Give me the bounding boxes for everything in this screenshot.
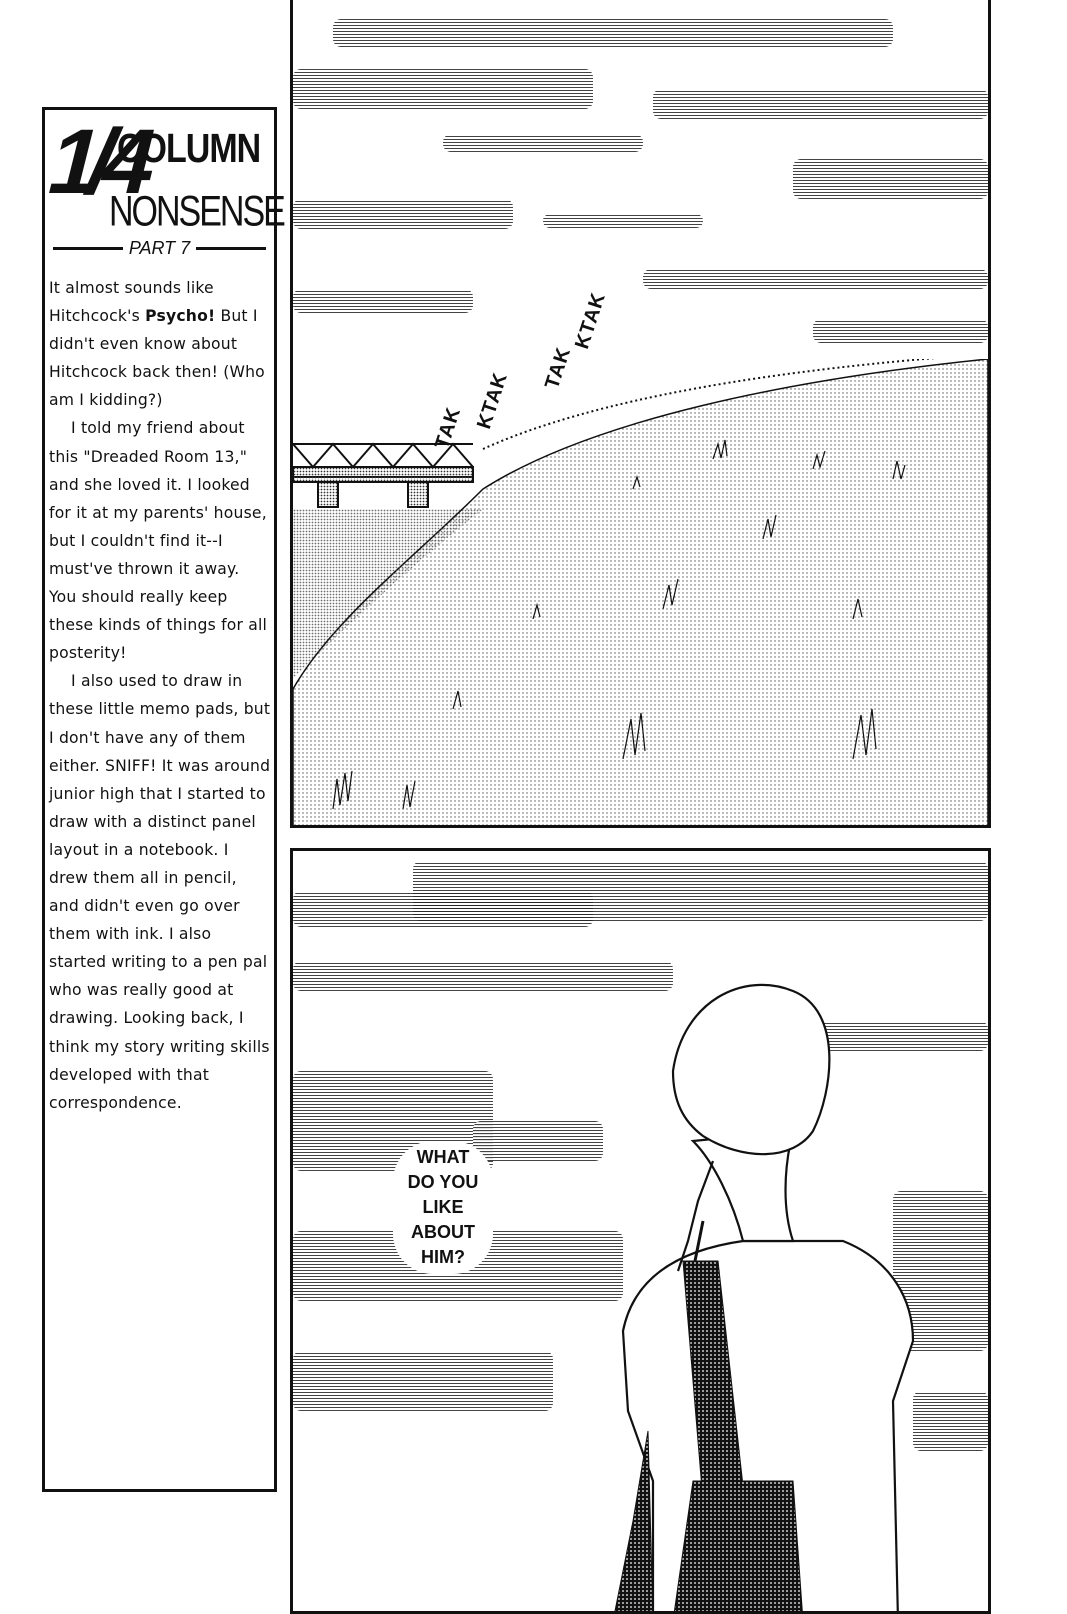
part-number: PART 7 <box>128 238 191 258</box>
sfx-ktak-2: KTAK <box>571 289 610 352</box>
speech-line: WHAT <box>416 1147 470 1167</box>
paragraph-text: It almost sounds like Hitchcock's <box>49 279 214 326</box>
speech-line: ABOUT <box>411 1222 475 1242</box>
column-box <box>38 107 284 1492</box>
speech-bubble <box>393 1141 493 1274</box>
panel-girl <box>290 848 991 1614</box>
column-header <box>38 110 284 262</box>
speech-line: LIKE <box>422 1197 464 1217</box>
grassy-hill <box>293 359 988 828</box>
truss-bridge <box>293 444 473 507</box>
sfx-tak-2: TAK <box>541 344 576 392</box>
column-title-line1: COLUMN <box>117 126 261 172</box>
divider <box>53 247 123 250</box>
girl-figure <box>593 961 923 1614</box>
divider <box>196 247 266 250</box>
column-paragraph-2: I told my friend about this "Dreaded Room 13," and she loved it. I looked for it at my parents' house, but I couldn't find it--I must've thrown it away. You should really keep these kinds of things for all posterity! <box>49 419 268 663</box>
column-title-line2: NONSENSE <box>109 188 284 236</box>
column-paragraph-1 <box>49 274 271 414</box>
sfx-ktak-1: KTAK <box>473 369 512 432</box>
sfx-tak-1: TAK <box>431 404 466 452</box>
speech-line: HIM? <box>421 1247 465 1267</box>
column-paragraph-3: I also used to draw in these little memo pads, but I don't have any of them either. SNIFF! It was around junior high that I started to draw with a distinct panel layout in a notebook. I drew them all in pencil, and didn't even go over them with ink. I also started writing to a pen pal who was really good at drawing. Looking back, I think my story writing skills developed with that correspondence. <box>49 672 271 1112</box>
column-part-label <box>53 238 266 259</box>
panel-riverbank <box>290 0 991 828</box>
column-body <box>45 262 274 1117</box>
speech-line: DO YOU <box>407 1172 479 1192</box>
paragraph-text: But I didn't even know about Hitchcock back then! (Who am I kidding?) <box>49 307 265 410</box>
psycho-title: Psycho! <box>145 307 216 326</box>
column-fraction: 1/4 <box>38 111 156 213</box>
